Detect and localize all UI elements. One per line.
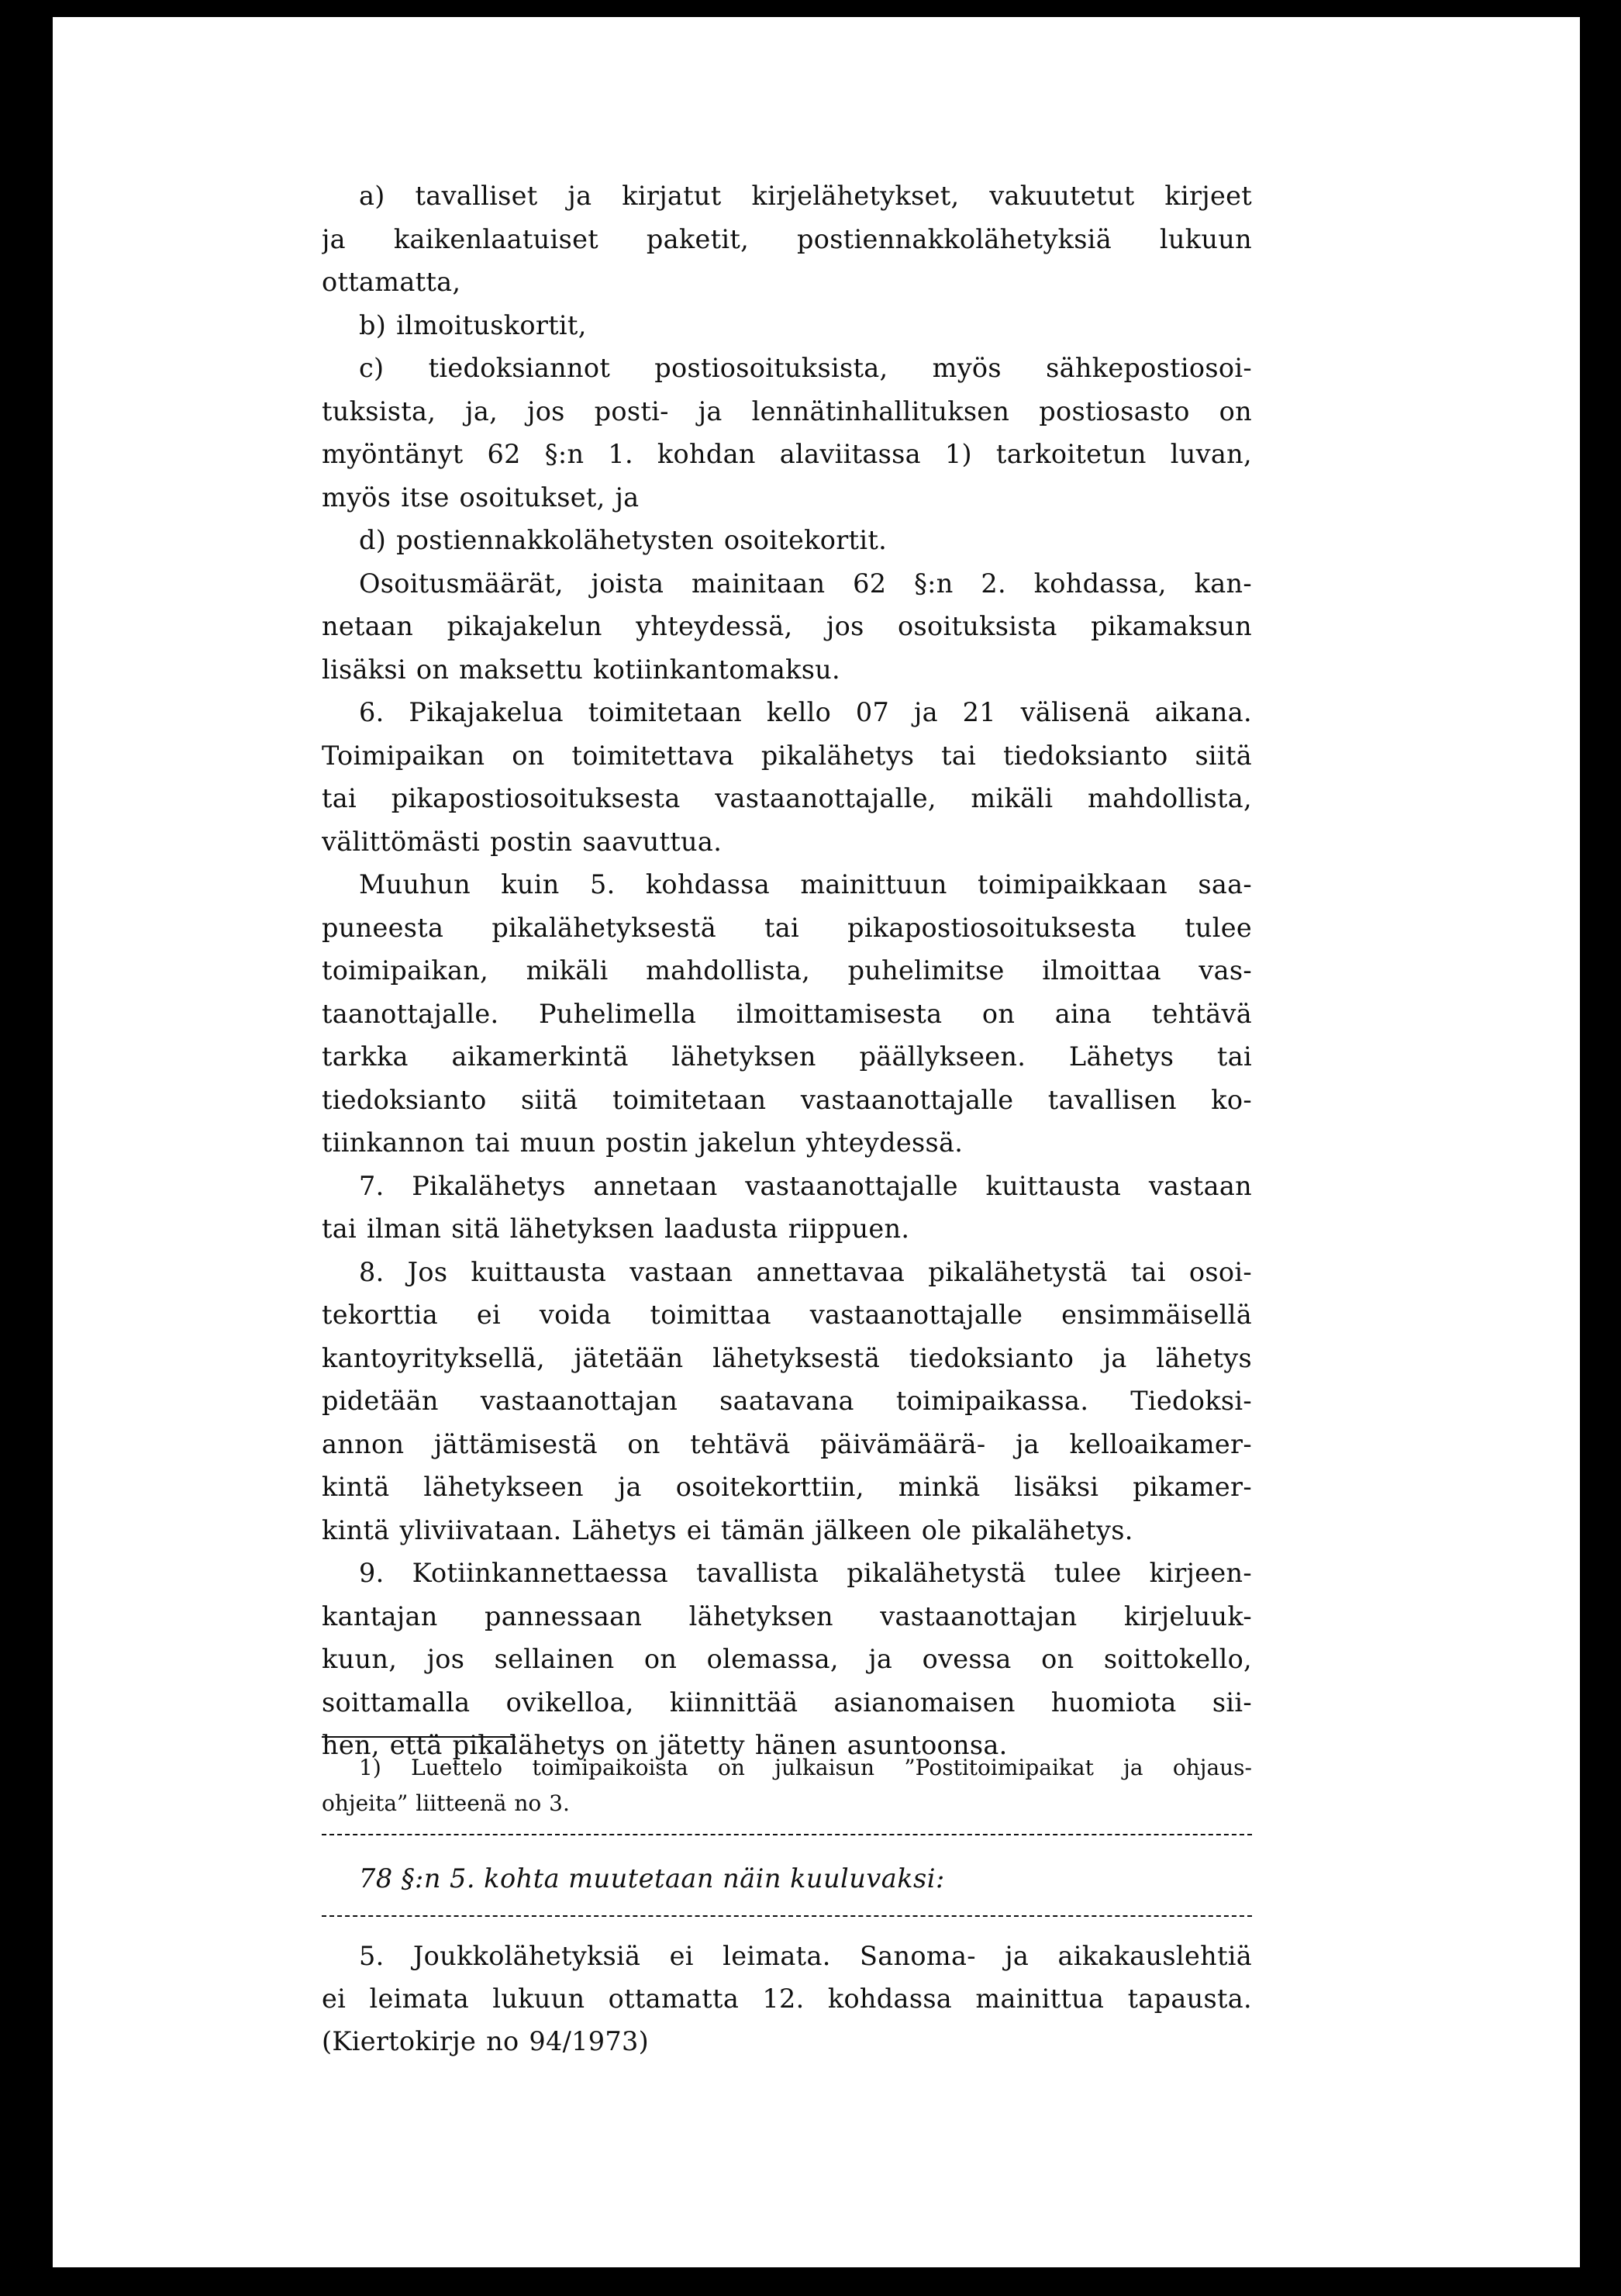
text-line: kantajan pannessaan lähetyksen vastaanottajan kirjeluuk-	[322, 1600, 1252, 1631]
text-line: b) ilmoituskortit,	[359, 309, 587, 340]
text-line: 8. Jos kuittausta vastaan annettavaa pikalähetystä tai osoi-	[359, 1256, 1252, 1287]
main-text-block	[322, 174, 1252, 1767]
text-line: 9. Kotiinkannettaessa tavallista pikalähetystä tulee kirjeen-	[359, 1558, 1252, 1588]
text-line: Muuhun kuin 5. kohdassa mainittuun toimipaikkaan saa-	[359, 869, 1252, 899]
closing-line: ei leimata lukuun ottamatta 12. kohdassa mainittua tapausta.	[322, 1984, 1252, 2014]
footnote-line: 1) Luettelo toimipaikoista on julkaisun ”Postitoimipaikat ja ohjaus-	[359, 1755, 1252, 1780]
text-line: lisäksi on maksettu kotiinkantomaksu.	[322, 654, 841, 685]
text-line: 7. Pikalähetys annetaan vastaanottajalle kuittausta vastaan	[359, 1170, 1252, 1201]
text-line: tiinkannon tai muun postin jakelun yhteydessä.	[322, 1127, 964, 1158]
dashed-divider-top	[322, 1834, 1252, 1835]
text-line: c) tiedoksiannot postiosoituksista, myös sähkepostiosoi-	[359, 353, 1252, 383]
text-line: a) tavalliset ja kirjatut kirjelähetykset, vakuutetut kirjeet	[359, 181, 1252, 211]
footnote-block	[322, 1750, 1252, 1821]
text-line: kantoyrityksellä, jätetään lähetyksestä tiedoksianto ja lähetys	[322, 1342, 1252, 1373]
dashed-divider-bottom	[322, 1915, 1252, 1917]
text-line: myöntänyt 62 §:n 1. kohdan alaviitassa 1) tarkoitetun luvan,	[322, 439, 1252, 469]
text-line: puneesta pikalähetyksestä tai pikapostiosoituksesta tulee	[322, 912, 1252, 943]
text-line: tai ilman sitä lähetyksen laadusta riippuen.	[322, 1214, 910, 1244]
footnote-line: ohjeita” liitteenä no 3.	[322, 1790, 570, 1816]
amendment-heading: 78 §:n 5. kohta muutetaan näin kuuluvaksi:	[359, 1863, 945, 1894]
text-line: soittamalla ovikelloa, kiinnittää asianomaisen huomiota sii-	[322, 1687, 1252, 1718]
text-line: kintä yliviivataan. Lähetys ei tämän jälkeen ole pikalähetys.	[322, 1514, 1133, 1545]
closing-line: (Kiertokirje no 94/1973)	[322, 2026, 649, 2056]
text-line: tiedoksianto siitä toimitetaan vastaanottajalle tavallisen ko-	[322, 1084, 1252, 1115]
text-line: kintä lähetykseen ja osoitekorttiin, minkä lisäksi pikamer-	[322, 1472, 1252, 1502]
text-line: tekorttia ei voida toimittaa vastaanottajalle ensimmäisellä	[322, 1300, 1252, 1330]
closing-line: 5. Joukkolähetyksiä ei leimata. Sanoma- ja aikakauslehtiä	[359, 1941, 1252, 1971]
text-line: tai pikapostiosoituksesta vastaanottajalle, mikäli mahdollista,	[322, 783, 1252, 813]
text-line: tuksista, ja, jos posti- ja lennätinhallituksen postiosasto on	[322, 395, 1252, 426]
text-line: Toimipaikan on toimitettava pikalähetys tai tiedoksianto siitä	[322, 740, 1252, 771]
text-line: toimipaikan, mikäli mahdollista, puhelimitse ilmoittaa vas-	[322, 955, 1252, 986]
text-line: 6. Pikajakelua toimitetaan kello 07 ja 21 välisenä aikana.	[359, 697, 1252, 727]
text-line: ja kaikenlaatuiset paketit, postiennakkolähetyksiä lukuun	[322, 223, 1252, 254]
text-line: välittömästi postin saavuttua.	[322, 826, 723, 857]
text-line: tarkka aikamerkintä lähetyksen päällykseen. Lähetys tai	[322, 1041, 1252, 1072]
footnote-separator-rule	[322, 1736, 516, 1738]
text-line: annon jättämisestä on tehtävä päivämäärä- ja kelloaikamer-	[322, 1428, 1252, 1459]
closing-paragraph	[322, 1935, 1252, 2063]
text-line: myös itse osoitukset, ja	[322, 482, 640, 513]
text-line: kuun, jos sellainen on olemassa, ja ovessa on soittokello,	[322, 1644, 1252, 1674]
text-line: ottamatta,	[322, 267, 461, 297]
text-line: taanottajalle. Puhelimella ilmoittamisesta on aina tehtävä	[322, 998, 1252, 1029]
text-line: pidetään vastaanottajan saatavana toimipaikassa. Tiedoksi-	[322, 1386, 1252, 1416]
text-line: netaan pikajakelun yhteydessä, jos osoituksista pikamaksun	[322, 611, 1252, 641]
text-line: hen, että pikalähetys on jätetty hänen asuntoonsa.	[322, 1730, 1008, 1760]
text-line: Osoitusmäärät, joista mainitaan 62 §:n 2. kohdassa, kan-	[359, 568, 1252, 599]
text-line: d) postiennakkolähetysten osoitekortit.	[359, 525, 888, 555]
